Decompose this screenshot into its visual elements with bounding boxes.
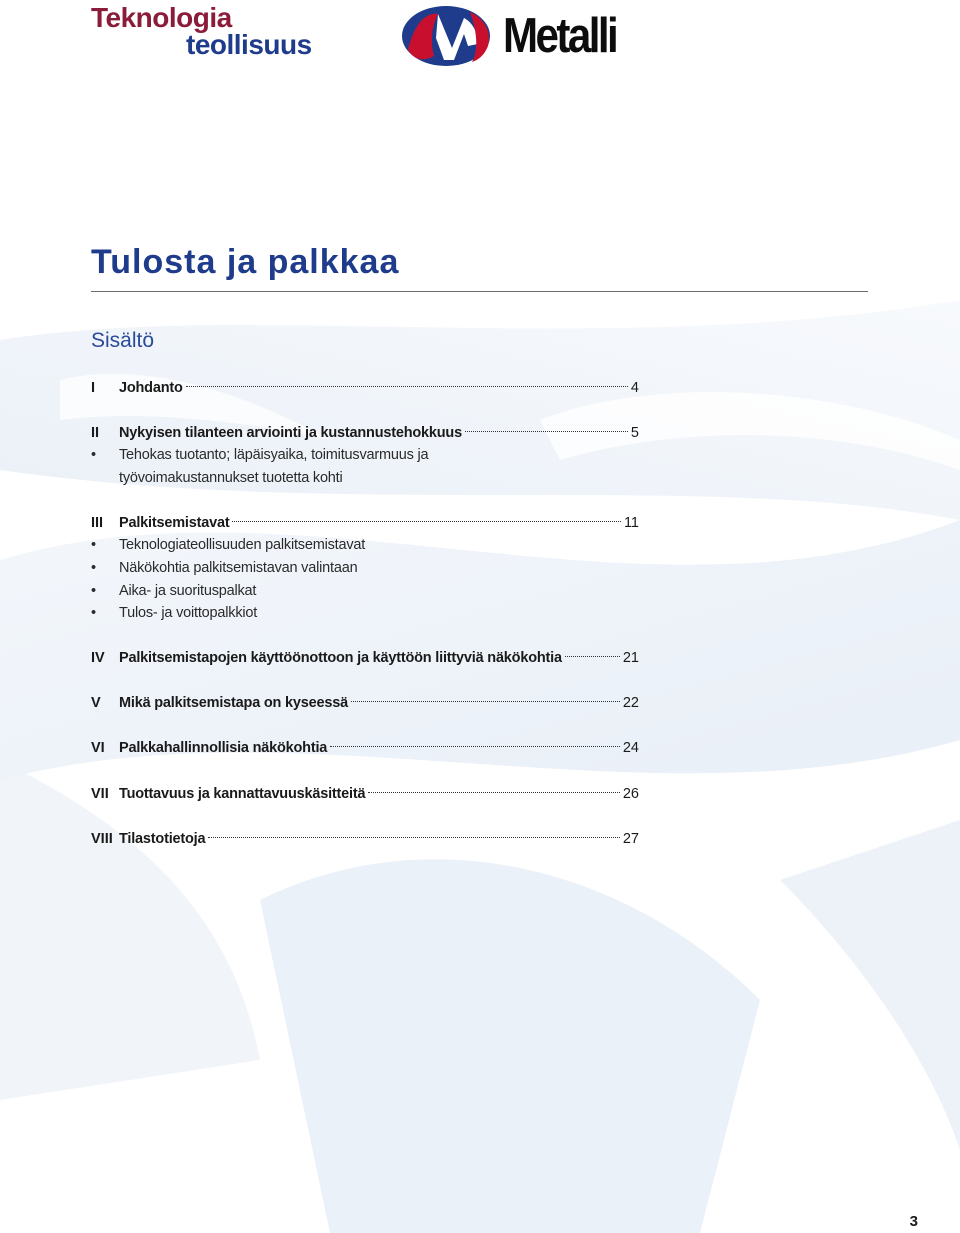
toc-subitem-text: Aika- ja suorituspalkat	[119, 583, 257, 599]
toc-entry-page: 4	[630, 380, 639, 396]
bullet: •	[91, 583, 96, 599]
toc-subitem-text: Teknologiateollisuuden palkitsemistavat	[119, 537, 366, 553]
toc-entry-number: VII	[91, 786, 109, 802]
toc-entry[interactable]	[91, 512, 639, 534]
toc-entry-number: V	[91, 695, 101, 711]
bullet: •	[91, 537, 96, 553]
metalli-emblem-icon	[400, 4, 492, 68]
toc-entry[interactable]	[91, 737, 639, 759]
toc-subitem-text: Tehokas tuotanto; läpäisyaika, toimitusvarmuus ja työvoimakustannukset tuotetta kohti	[119, 447, 429, 486]
toc-entry-page: 24	[622, 740, 639, 756]
toc-leader-dots	[330, 746, 620, 747]
toc-leader-dots	[351, 701, 620, 702]
toc-entry-label: Palkitsemistavat	[119, 515, 230, 531]
bullet: •	[91, 560, 96, 576]
toc-subitem	[91, 444, 651, 490]
metalli-wordmark: Metalli	[503, 9, 617, 63]
toc-entry[interactable]	[91, 783, 639, 805]
toc-entry-number: III	[91, 515, 104, 531]
toc-leader-dots	[186, 386, 628, 387]
toc-subitem	[91, 580, 651, 602]
toc-leader-dots	[232, 521, 620, 522]
page-number: 3	[909, 1213, 918, 1230]
toc-heading: Sisältö	[91, 329, 155, 352]
toc-entry-page: 11	[623, 515, 639, 531]
toc-entry[interactable]	[91, 692, 639, 714]
toc-subitem	[91, 557, 651, 579]
toc-subitem	[91, 602, 651, 624]
logo-text-line2: teollisuus	[186, 29, 312, 60]
bullet: •	[91, 447, 96, 463]
teknologiateollisuus-logo	[91, 4, 351, 60]
toc-leader-dots	[465, 431, 628, 432]
toc-entry-number: VIII	[91, 831, 113, 847]
toc-entry[interactable]	[91, 377, 639, 399]
toc-leader-dots	[565, 656, 620, 657]
logo-text-line1: Teknologia	[91, 2, 232, 33]
toc-entry-label: Tuottavuus ja kannattavuuskäsitteitä	[119, 786, 366, 802]
toc-entry-page: 21	[622, 650, 639, 666]
page-title: Tulosta ja palkkaa	[91, 243, 400, 281]
toc-subitem-text: Tulos- ja voittopalkkiot	[119, 605, 258, 621]
toc-entry-number: IV	[91, 650, 105, 666]
toc-entry-number: VI	[91, 740, 105, 756]
toc-entry-label: Palkitsemistapojen käyttöönottoon ja käyttöön liittyviä näkökohtia	[119, 650, 562, 666]
toc-leader-dots	[368, 792, 620, 793]
toc-entry[interactable]	[91, 828, 639, 850]
toc-entry-label: Palkkahallinnollisia näkökohtia	[119, 740, 328, 756]
metalli-logo	[400, 4, 650, 70]
toc-entry-page: 22	[622, 695, 639, 711]
toc-entry-number: I	[91, 380, 96, 396]
toc-entry-label: Tilastotietoja	[119, 831, 206, 847]
toc-entry-page: 27	[622, 831, 639, 847]
toc-subitem-text: Näkökohtia palkitsemistavan valintaan	[119, 560, 358, 576]
toc-entry-label: Mikä palkitsemistapa on kyseessä	[119, 695, 348, 711]
toc-entry-label: Nykyisen tilanteen arviointi ja kustannustehokkuus	[119, 425, 462, 441]
toc-leader-dots	[208, 837, 619, 838]
toc-entry-label: Johdanto	[119, 380, 183, 396]
toc-entry[interactable]	[91, 647, 639, 669]
title-divider	[91, 291, 868, 292]
toc-entry-page: 5	[630, 425, 639, 441]
toc-entry-page: 26	[622, 786, 639, 802]
toc-subitem	[91, 534, 651, 556]
bullet: •	[91, 605, 96, 621]
toc-entry[interactable]	[91, 422, 639, 444]
toc-entry-number: II	[91, 425, 100, 441]
